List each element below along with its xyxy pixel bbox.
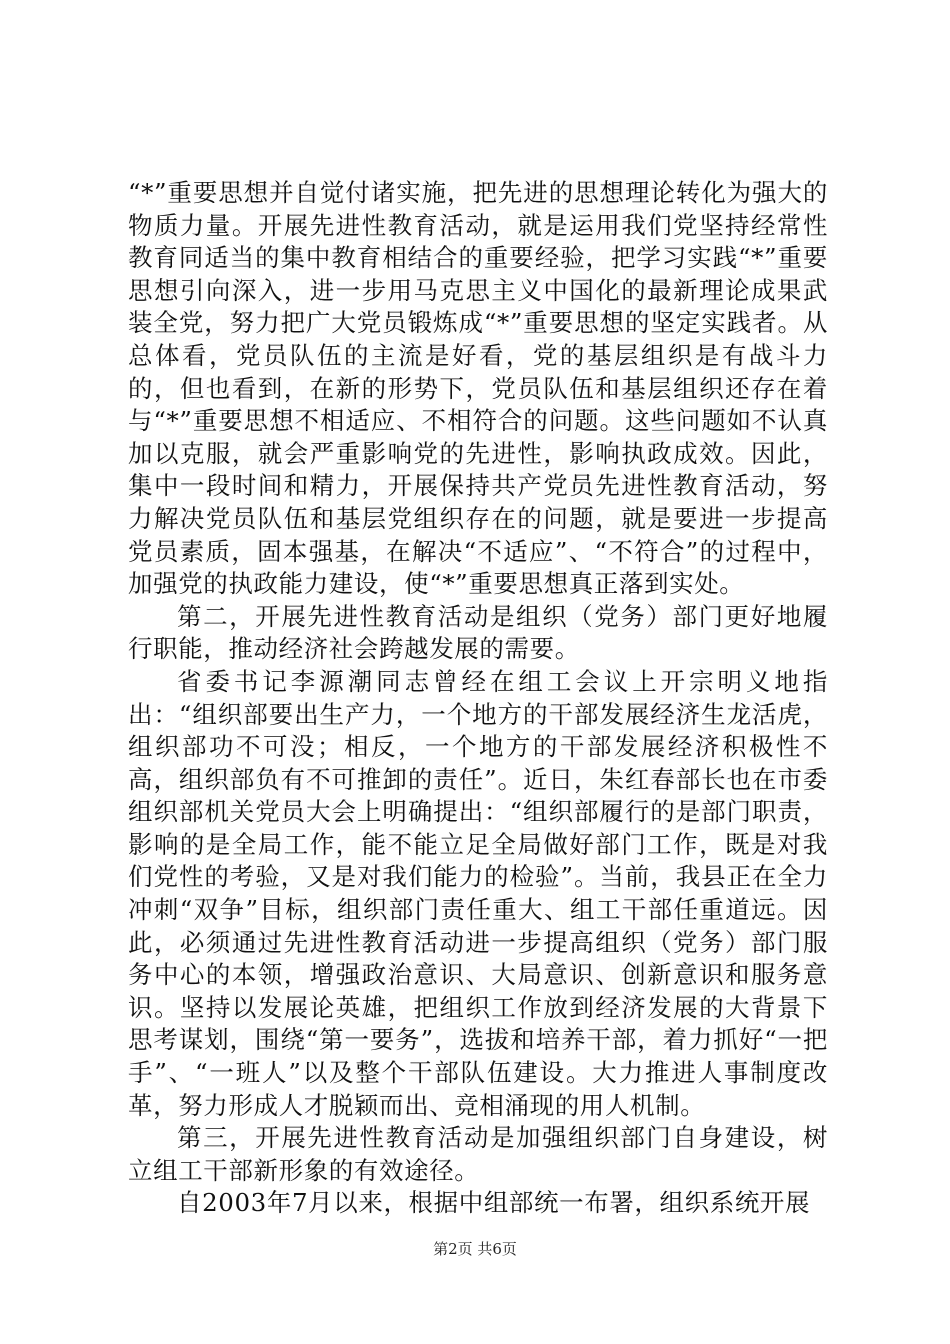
paragraph-5: 自2003年7月以来，根据中组部统一布署，组织系统开展	[177, 1188, 811, 1218]
page-number-footer: 第2页 共6页	[433, 1240, 517, 1258]
document-body	[128, 177, 828, 1220]
paragraph-3: 省委书记李源潮同志曾经在组工会议上开宗明义地指出：“组织部要出生产力，一个地方的干部发展经济生龙活虎，组织部功不可没；相反，一个地方的干部发展经济积极性不高，组织部负有不可推卸的责任”。近日，朱红春部长也在市委组织部机关党员大会上明确提出：“组织部履行的是部门职责，影响的是全局工作，能不能立足全局做好部门工作，既是对我们党性的考验，又是对我们能力的检验”。当前，我县正在全力冲刺“双争”目标，组织部门责任重大、组工干部任重道远。因此，必须通过先进性教育活动进一步提高组织（党务）部门服务中心的本领，增强政治意识、大局意识、创新意识和服务意识。坚持以发展论英雄，把组织工作放到经济发展的大背景下思考谋划，围绕“第一要务”，选拔和培养干部，着力抓好“一把手”、“一班人”以及整个干部队伍建设。大力推进人事制度改革，努力形成人才脱颖而出、竞相涌现的用人机制。	[128, 666, 828, 1120]
paragraph-1: “*”重要思想并自觉付诸实施，把先进的思想理论转化为强大的物质力量。开展先进性教育活动，就是运用我们党坚持经常性教育同适当的集中教育相结合的重要经验，把学习实践“*”重要思想引向深入，进一步用马克思主义中国化的最新理论成果武装全党，努力把广大党员锻炼成“*”重要思想的坚定实践者。从总体看，党员队伍的主流是好看，党的基层组织是有战斗力的，但也看到，在新的形势下，党员队伍和基层组织还存在着与“*”重要思想不相适应、不相符合的问题。这些问题如不认真加以克服，就会严重影响党的先进性，影响执政成效。因此，集中一段时间和精力，开展保持共产党员先进性教育活动，努力解决党员队伍和基层党组织存在的问题，就是要进一步提高党员素质，固本强基，在解决“不适应”、“不符合”的过程中，加强党的执政能力建设，使“*”重要思想真正落到实处。	[128, 178, 828, 599]
paragraph-2: 第二，开展先进性教育活动是组织（党务）部门更好地履行职能，推动经济社会跨越发展的需要。	[128, 601, 828, 664]
paragraph-4: 第三，开展先进性教育活动是加强组织部门自身建设，树立组工干部新形象的有效途径。	[128, 1123, 828, 1185]
